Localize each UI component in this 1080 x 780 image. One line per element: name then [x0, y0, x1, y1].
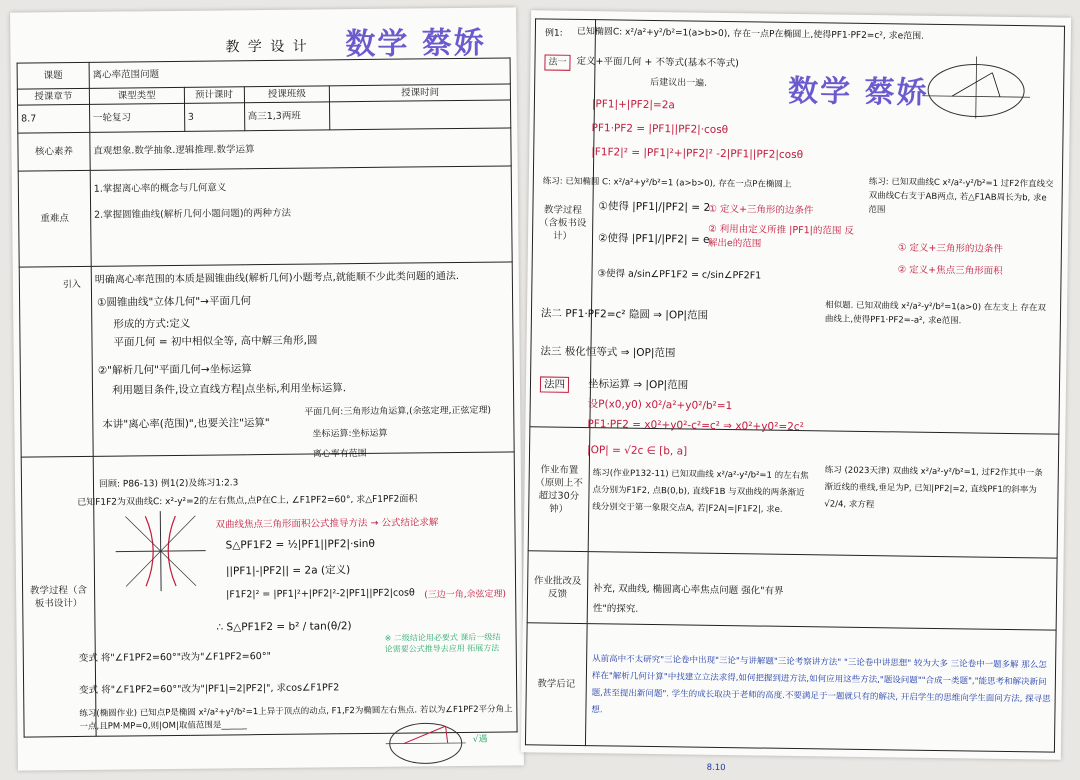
example-ref: 回顾: P86-13) 例1(2)及练习1:2.3 — [98, 478, 239, 490]
example-1: 已知F1F2为双曲线C: x²-y²=2的左右焦点,点P在C上, ∠F1PF2=60°, 求△F1PF2面积 — [77, 494, 418, 508]
process-label-right: 教学过程（含板书设计） — [530, 19, 596, 428]
ellipse-sketch — [385, 720, 465, 767]
topic-label: 课题 — [17, 62, 89, 89]
example-text: 已知椭圆C: x²/a²+y²/b²=1(a>b>0), 存在一点P在椭圆上,使得PF1·PF2=c², 求e范围. — [576, 26, 925, 42]
intro-tag: 引入 — [62, 279, 81, 291]
value-class: 高三1,3两班 — [244, 102, 330, 131]
practice-a: 练习: 已知椭圆 C: x²/a²+y²/b²=1 (a>b>0), 存在一点P在椭圆上 — [542, 176, 792, 190]
method-4: 坐标运算 ⇒ |OP|范围 — [587, 378, 689, 392]
intro-item-1a: 形成的方式:定义 — [113, 317, 191, 331]
core-value: 直观想象.数学抽象.逻辑推理.数学运算 — [90, 128, 511, 170]
intro-item-3b: 坐标运算:坐标运算 — [312, 428, 388, 440]
homework-1: 练习(作业P132-11) 已知双曲线 x²/a²-y²/b²=1 的左右焦点分别为F1F2, 点B(0,b), 直线F1B 与双曲线的两条渐近线分别交于第一象限交点A, 若|F2A|=|F1F2|, 求e. — [592, 468, 809, 515]
method-3: 法三 极化恒等式 ⇒ |OP|范围 — [540, 345, 676, 360]
core-label: 核心素养 — [18, 132, 90, 171]
method-4-a: 设P(x0,y0) x0²/a²+y0²/b²=1 — [587, 398, 733, 413]
practice-b-1: ① 定义+三角形的边条件 — [897, 242, 1003, 255]
hyperbola-sketch — [115, 511, 206, 592]
variant-1: 变式 将"∠F1PF2=60°"改为"∠F1PF2=60°" — [78, 650, 271, 664]
intro-item-1b: 平面几何 = 初中相似全等, 高中解三角形,圆 — [113, 334, 318, 349]
focal-radius-1 — [952, 72, 992, 97]
key-label: 重难点 — [18, 170, 91, 267]
intro-text: 明确离心率范围的本质是圆锥曲线(解析几何)小题考点,就能顺不少此类问题的通法. — [94, 270, 460, 286]
formula-result: ∴ S△PF1F2 = b² / tan(θ/2) — [216, 620, 352, 634]
watermark: 数学 蔡娇 — [345, 25, 487, 63]
formula-cos: |F1F2|² = |PF1|²+|PF2|²-2|PF1||PF2|cosθ — [226, 587, 415, 601]
homework-2: 练习 (2023天津) 双曲线 x²/a²-y²/b²=1, 过F2作其中一条渐近线的垂线,垂足为P, 已知|PF2|=2, 直线PF1的斜率为√2/4, 求方程 — [824, 465, 1043, 511]
practice-a-note-2: ② 利用由定义所推 |PF1|的范围 反解出e的范围 — [707, 223, 854, 250]
ellipse-diagram — [922, 56, 1031, 120]
intro-item-3a: 平面几何:三角形边角运算,(余弦定理,正弦定理) — [304, 405, 492, 418]
value-type: 一轮复习 — [89, 103, 184, 132]
header-hours: 预计课时 — [184, 87, 244, 104]
value-hours: 3 — [184, 103, 244, 132]
method-1-eq-1: |PF1|+|PF2|=2a — [591, 98, 675, 112]
similar-problem: 相似题. 已知双曲线 x²/a²-y²/b²=1(a>0) 在左支上 存在双曲线上,使得PF1·PF2=-a², 求e范围. — [824, 300, 1047, 327]
method-1-tag: 法一 — [544, 54, 570, 70]
right-page — [521, 10, 1071, 774]
intro-item-3: 本讲"离心率(范围)",也要关注"运算" — [102, 416, 270, 431]
focal-line-1 — [404, 726, 446, 743]
practice-a-2: ②使得 |PF1|/|PF2| = e. — [597, 232, 713, 246]
method-2: 法二 PF1·PF2=c² 隐圆 ⇒ |OP|范围 — [540, 307, 709, 322]
method-4-c: |OP| = √2c ∈ [b, a] — [586, 444, 688, 458]
method-1: 定义+平面几何 + 不等式(基本不等式) — [576, 55, 739, 70]
example-tag: 例1: — [544, 28, 563, 39]
practice-problem: 练习(椭圆作业) 已知点P是椭圆 x²/a²+y²/b²=1上异于顶点的动点, F1,F2为椭圆左右焦点. 若以为∠F1PF2平分角上一点,且PM·MP=0,则|OM|取值范围是______ — [79, 704, 513, 732]
watermark-right: 数学 蔡娇 — [787, 73, 929, 111]
header-time: 授课时间 — [330, 84, 511, 102]
key-point-1: 1.掌握离心率的概念与几何意义 — [93, 182, 227, 195]
sketch-label: √遇 — [472, 734, 488, 745]
feedback-text: 补充, 双曲线, 椭圆离心率焦点问题 强化"有界性"的探究. — [592, 583, 784, 615]
postscript-text: 从前高中不太研究"三论卷中出现"三论"与讲解题"三论考察讲方法" "三论卷中讲思想" 较为大多 三论卷中一题多解 那么怎样在"解析几何计算"中找建立立法求得,如何把握到进方法,如何应用这些方法,"题设问题""合成一类题","能思考和解决新问题,甚至提出新问题". 学生的成长取决于老师的高度.不要满足于一题就只有的解决, 开启学生的思维向学生面问方法, 探寻思想. — [591, 654, 1051, 716]
intro-item-2: ②"解析几何"平面几何→坐标运算 — [97, 363, 252, 377]
focal-line-2 — [446, 726, 448, 743]
ellipse-x-axis — [386, 743, 466, 744]
value-time — [330, 100, 511, 130]
value-chapter: 8.7 — [18, 104, 90, 133]
formula-area: S△PF1F2 = ½|PF1||PF2|·sinθ — [225, 537, 375, 552]
intro-item-1: ①圆锥曲线"立体几何"→平面几何 — [97, 295, 252, 309]
practice-a-note-1: ① 定义+三角形的边条件 — [708, 203, 814, 217]
page-title: 教 学 设 计 — [225, 38, 309, 56]
intro-item-3c: 离心率有范围 — [312, 448, 367, 460]
red-note-2: (三边一角,余弦定理) — [424, 589, 507, 601]
practice-b-2: ② 定义+焦点三角形面积 — [897, 264, 1003, 277]
postscript-label: 教学后记 — [525, 623, 587, 746]
key-point-2: 2.掌握圆锥曲线(解析几何小题问题)的两种方法 — [93, 207, 292, 221]
focal-radius-2 — [992, 73, 1000, 97]
process-label-2: 教学过程（含板书设计） — [21, 456, 96, 737]
topic-value: 离心率范围问题 — [89, 58, 510, 88]
practice-a-3: ③使得 a/sin∠PF1F2 = c/sin∠PF2F1 — [597, 268, 762, 282]
red-note-1: 双曲线焦点三角形面积公式推导方法 → 公式结论求解 — [215, 517, 439, 531]
variant-2: 变式 将"∠F1PF2=60°"改为"|PF1|=2|PF2|", 求cos∠F1PF2 — [79, 682, 340, 696]
diagram-y-axis — [976, 56, 977, 118]
method-1-eq-3: |F1F2|² = |PF1|²+|PF2|² -2|PF1||PF2|cosθ — [591, 146, 804, 162]
intro-item-2a: 利用题目条件,设立直线方程|点坐标,利用坐标运算. — [111, 382, 347, 397]
header-type: 课型类型 — [89, 87, 184, 104]
practice-b: 练习: 已知双曲线C x²/a²-y²/b²=1 过F2作直线交双曲线C右支于AB两点, 若△F1AB周长为b, 求e范围 — [868, 176, 1054, 216]
header-class: 授课班级 — [244, 86, 330, 103]
homework-label: 作业布置（原则上不超过30分钟） — [528, 427, 590, 552]
method-1-eq-2: PF1·PF2 = |PF1||PF2|·cosθ — [591, 122, 729, 137]
green-note: ※ 二级结论用必要式 课后一级结论需要公式推导去应用 拓展方法 — [384, 632, 501, 654]
method-4-b: PF1·PF2 = x0²+y0²-c²=c² ⇒ x0²+y0²=2c² — [587, 418, 804, 434]
signature-date: 8.10 — [706, 762, 726, 774]
method-1-note: 后建议出一遍. — [650, 77, 708, 89]
formula-def: ||PF1|-|PF2|| = 2a (定义) — [225, 564, 351, 578]
feedback-label: 作业批改及反馈 — [527, 551, 588, 624]
left-page — [10, 7, 524, 770]
header-chapter: 授课章节 — [17, 88, 89, 105]
method-4-tag: 法四 — [540, 376, 569, 392]
process-label-1 — [19, 266, 93, 457]
practice-a-1: ①使得 |PF1|/|PF2| = 2 — [598, 200, 711, 214]
